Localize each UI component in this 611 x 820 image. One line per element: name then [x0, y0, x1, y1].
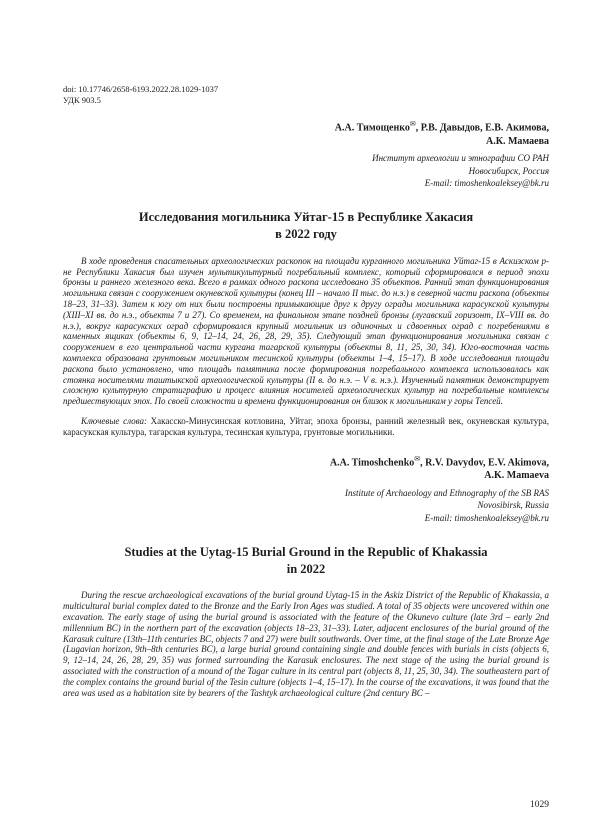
title-ru [63, 209, 549, 243]
affiliation-ru-email: E-mail: timoshenkoaleksey@bk.ru [424, 178, 549, 189]
udc-line: УДК 903.5 [63, 95, 101, 106]
authors-ru-rest: , Р.В. Давыдов, Е.В. Акимова, [415, 122, 549, 134]
author-ru-first: А.А. Тимощенко [334, 122, 410, 134]
affiliation-en-email: E-mail: timoshenkoaleksey@bk.ru [424, 513, 549, 524]
abstract-en: During the rescue archaeological excavations of the burial ground Uytag-15 in the Askiz District of the Republic of Khakassia, a multicultural burial complex dated to the Bronze and the Early Iron Ages was studied. A total of 35 objects were uncovered within one excavation. The early stage of using the burial ground is associated with the feature of the Okunevo culture (late 3rd – early 2nd millennium BC) in the northern part of the excavation (objects 18–23, 31–33). Later, adjacent enclosures of the burial ground of the Karasuk culture (13th–11th centuries BC, objects 7 and 27) were built southwards. Over time, at the final stage of the Late Bronze Age (Lugavian horizon, 9th–8th centuries BC), a large burial ground containing single and double fences with burials in cists (objects 6, 9, 12–14, 24, 26, 28, 29, 35) was formed surrounding the Karasuk enclosures. The next stage of the using the burial ground is associated with the construction of a mound of the Tagar culture in its central part (objects 8, 11, 25, 30, 34). The southeastern part of the complex contains the ground burial of the Tesin culture (objects 1–4, 15–17). In the course of the excavations, it was found that the area was used as a habitation site by bearers of the Tashtyk archaeological culture (2nd century BC – [63, 590, 549, 698]
authors-ru-line1 [63, 120, 549, 135]
author-en-first: A.A. Timoshchenko [329, 456, 415, 468]
title-ru-line1: Исследования могильника Уйтаг-15 в Республике Хакасия [138, 210, 474, 225]
affiliation-ru-institute: Институт археологии и этнографии СО РАН [372, 153, 549, 164]
page-number: 1029 [530, 800, 549, 810]
authors-en-line1 [63, 455, 549, 470]
keywords-ru [63, 416, 549, 438]
authors-en-line2: A.K. Mamaeva [484, 470, 549, 482]
authors-ru [63, 120, 549, 148]
title-en [63, 544, 549, 578]
keywords-ru-label: Ключевые слова: [81, 415, 147, 426]
abstract-ru: В ходе проведения спасательных археологических раскопок на площади курганного могильника Уйтаг-15 в Аскизском р-не Республики Хакасия был изучен мультикультурный погребальный комплекс, который сформировался в период эпохи бронзы и раннего железного века. Всего в рамках одного раскопа исследовано 35 объектов. Ранний этап функционирования могильника связан с сооружением окуневской культуры (конец III – начало II тыс. до н.э.) в северной части раскопа (объекты 18–23, 31–33). Затем к югу от них были построены примыкающие друг к другу ограды могильника карасукской культуры (XIII–XI вв. до н.э., объекты 7 и 27). Со временем, на финальном этапе поздней бронзы (лугавский горизонт, IX–VIII вв. до н.э.), вокруг карасукских оград сформировался крупный могильник из одиночных и сдвоенных оград с погребениями в каменных ящиках (объекты 6, 9, 12–14, 24, 26, 28, 29, 35). Следующий этап функционирования могильника связан с сооружением в его центральной части кургана тагарской культуры (объекты 8, 11, 25, 30, 34). Юго-восточная часть комплекса образована грунтовым могильником тесинской культуры (объекты 1–4, 15–17). В ходе исследования площади раскопа было установлено, что площадь памятника после формирования погребального комплекса использовалась как стоянка носителями таштыкской археологической культуры (II в. до н.э. – V в. н.э.). Изученный памятник демонстрирует сложную культурную стратиграфию и процесс влияния носителей археологических культур на погребальные комплексы предшествующих эпох. По своей сложности и времени функционирования он близок к могильникам у горы Тепсей. [63, 255, 549, 407]
title-en-line2: in 2022 [286, 561, 326, 576]
authors-en-rest: , R.V. Davydov, E.V. Akimova, [420, 456, 549, 468]
authors-ru-line2: А.К. Мамаева [486, 135, 549, 147]
title-en-line1: Studies at the Uytag-15 Burial Ground in the Republic of Khakassia [124, 544, 488, 559]
affiliation-en-city: Novosibirsk, Russia [477, 500, 549, 511]
keywords-ru-text: Хакасско-Минусинская котловина, Уйтаг, эпоха бронзы, ранний железный век, окуневская культура, карасукская культура, тагарская культура, тесинская культура, грунтовые могильники. [63, 415, 549, 437]
affiliation-en-institute: Institute of Archaeology and Ethnography of the SB RAS [345, 487, 549, 498]
affiliation-en [63, 487, 549, 525]
affiliation-ru-city: Новосибирск, Россия [468, 165, 549, 176]
envelope-icon: ✉ [409, 119, 416, 128]
affiliation-ru [63, 152, 549, 190]
doi-line: doi: 10.17746/2658-6193.2022.28.1029-1037 [63, 84, 219, 94]
title-ru-line2: в 2022 году [275, 226, 337, 241]
authors-en [63, 455, 549, 483]
envelope-icon: ✉ [414, 454, 421, 463]
